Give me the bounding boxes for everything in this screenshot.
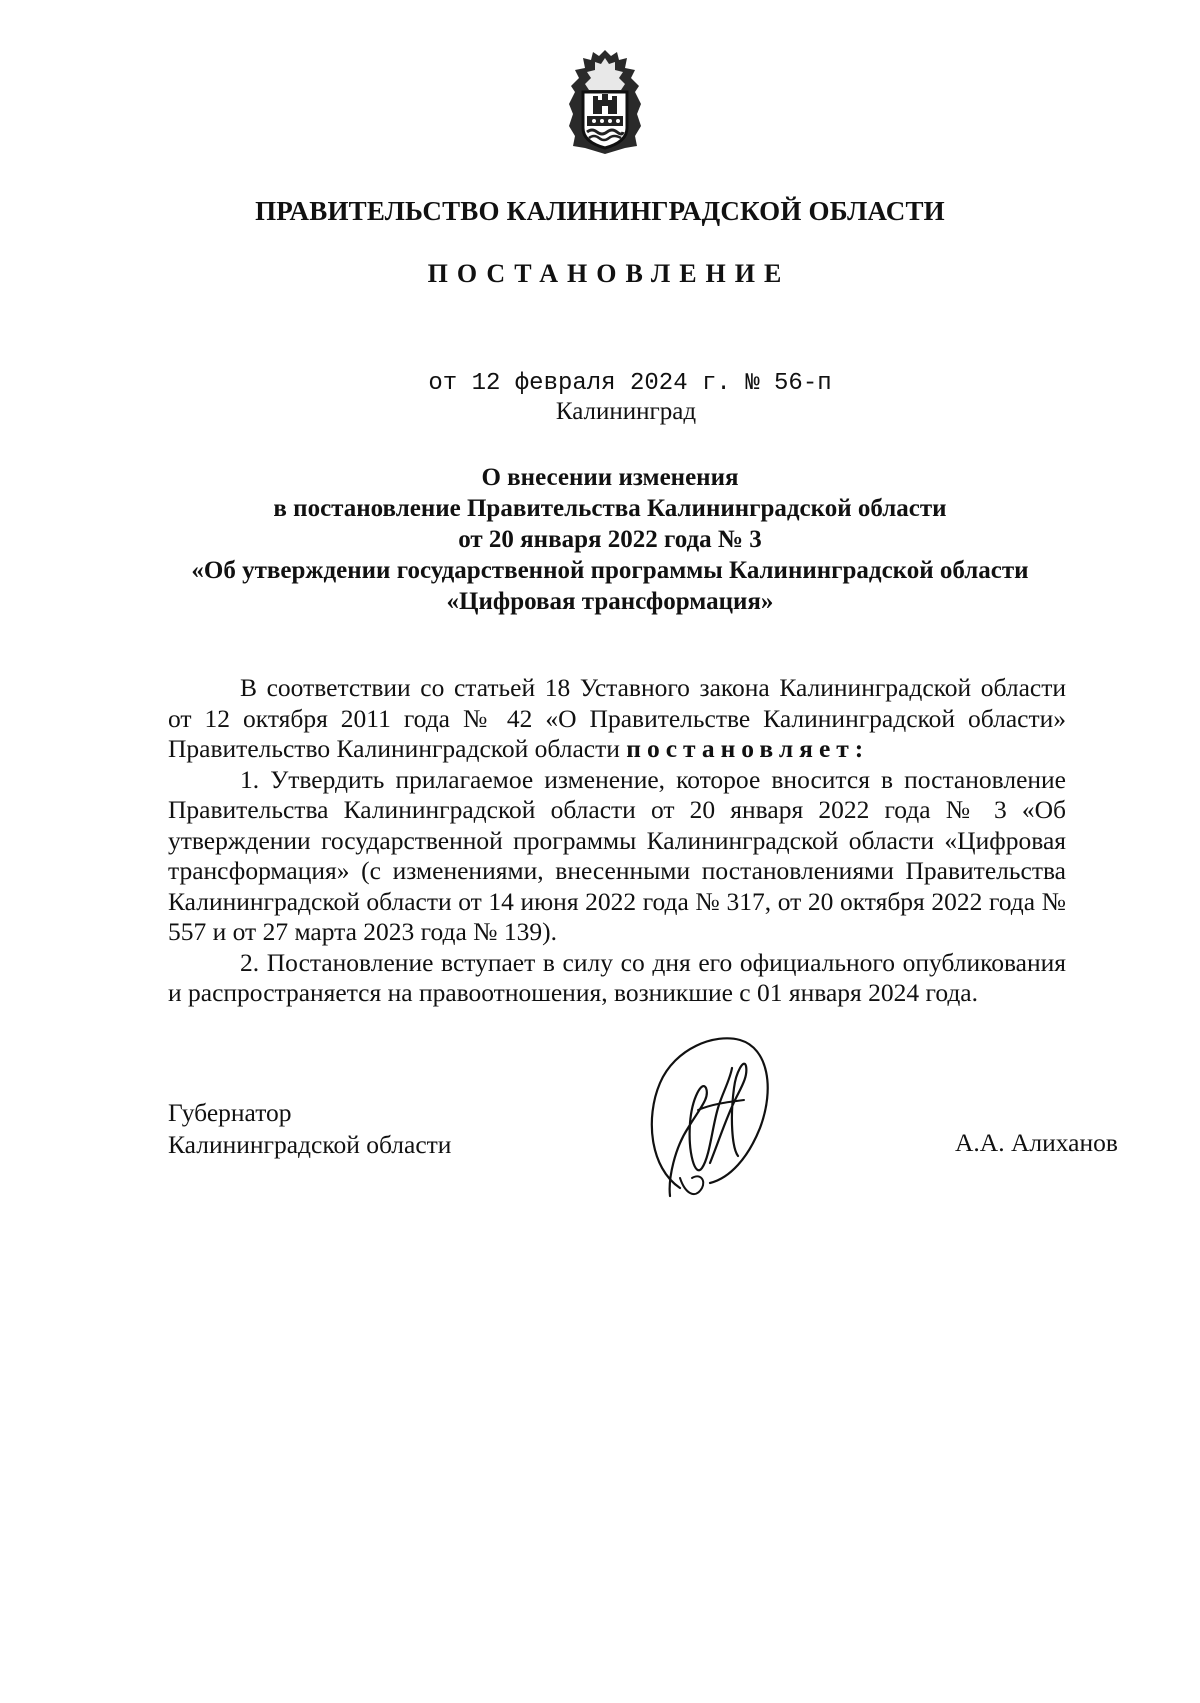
preamble-text: В соответствии со статьей 18 Уставного закона Калининградской области от 12 октября 2011 года № 42 «О Правительстве Калининградской области» Правительство Калининградской области	[168, 673, 1066, 763]
document-city: Калининград	[555, 398, 697, 425]
signer-position-line: Калининградской области	[168, 1130, 452, 1159]
document-date-number	[0, 370, 1200, 397]
document-number: № 56-п	[745, 370, 832, 397]
subject-line: «Цифровая трансформация»	[446, 588, 774, 615]
handwritten-signature-icon	[640, 1028, 780, 1203]
document-date: 12 февраля 2024 г.	[471, 370, 731, 397]
document-type: ПОСТАНОВЛЕНИЕ	[427, 259, 791, 288]
date-prefix: от	[428, 370, 458, 397]
subject-line: «Об утверждении государственной программы Калининградской области	[191, 557, 1029, 584]
body-item-1: 1. Утвердить прилагаемое изменение, которое вносится в постановление Правительства Калининградской области от 20 января 2022 года № 3 «Об утверждении государственной программы Калининградской области «Цифровая трансформация» (с изменениями, внесенными постановлениями Правительства Калининградской области от 14 июня 2022 года № 317, от 20 октября 2022 года № 557 и от 27 марта 2023 года № 139).	[168, 764, 1066, 946]
preamble-paragraph	[168, 673, 1066, 765]
signer-name: А.А. Алиханов	[955, 1128, 1118, 1157]
body-item-2: 2. Постановление вступает в силу со дня его официального опубликования и распространяется на правоотношения, возникшие с 01 января 2024 года.	[168, 947, 1066, 1007]
document-body	[168, 673, 1066, 1009]
signer-position	[168, 1097, 451, 1161]
subject-line: О внесении изменения	[481, 464, 739, 491]
government-title: ПРАВИТЕЛЬСТВО КАЛИНИНГРАДСКОЙ ОБЛАСТИ	[255, 196, 945, 226]
resolves-keyword: постановляет:	[626, 734, 870, 763]
document-subject	[160, 462, 1060, 617]
signer-position-line: Губернатор	[168, 1098, 292, 1127]
coat-of-arms-icon	[565, 48, 645, 156]
subject-line: от 20 января 2022 года № 3	[458, 526, 762, 553]
subject-line: в постановление Правительства Калининградской области	[273, 495, 947, 522]
